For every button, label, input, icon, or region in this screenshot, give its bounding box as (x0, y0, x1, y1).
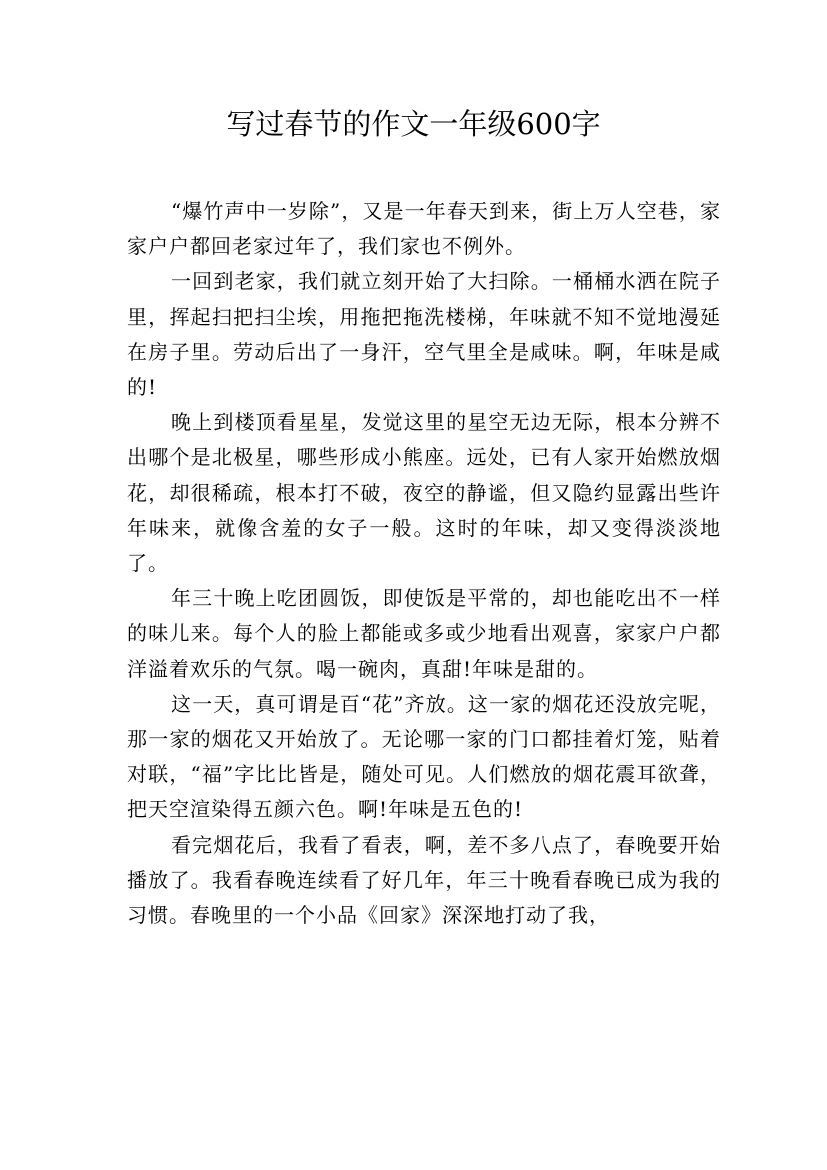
paragraph-6: 看完烟花后，我看了看表，啊，差不多八点了，春晚要开始播放了。我看春晚连续看了好几年，年三十晚看春晚已成为我的习惯。春晚里的一个小品《回家》深深地打动了我， (127, 832, 721, 928)
paragraph-3: 晚上到楼顶看星星，发觉这里的星空无边无际，根本分辨不出哪个是北极星，哪些形成小熊座。远处，已有人家开始燃放烟花，却很稀疏，根本打不破，夜空的静谧，但又隐约显露出些许年味来，就像含羞的女子一般。这时的年味，却又变得淡淡地了。 (127, 410, 721, 576)
paragraph-1: “爆竹声中一岁除”，又是一年春天到来，街上万人空巷，家家户户都回老家过年了，我们家也不例外。 (127, 199, 721, 259)
paragraph-4: 年三十晚上吃团圆饭，即使饭是平常的，却也能吃出不一样的味儿来。每个人的脸上都能或多或少地看出观喜，家家户户都洋溢着欢乐的气氛。喝一碗肉，真甜!年味是甜的。 (127, 586, 721, 681)
paragraph-2: 一回到老家，我们就立刻开始了大扫除。一桶桶水洒在院子里，挥起扫把扫尘埃，用拖把拖洗楼梯，年味就不知不觉地漫延在房子里。劳动后出了一身汗，空气里全是咸味。啊，年味是咸的! (127, 269, 721, 400)
article-body (127, 194, 721, 933)
paragraph-5: 这一天，真可谓是百“花”齐放。这一家的烟花还没放完呢，那一家的烟花又开始放了。无论哪一家的门口都挂着灯笼，贴着对联，“福”字比比皆是，随处可见。人们燃放的烟花震耳欲聋，把天空渲染得五颜六色。啊!年味是五色的! (127, 691, 721, 822)
document-title: 写过春节的作文一年级600字 (226, 107, 601, 141)
